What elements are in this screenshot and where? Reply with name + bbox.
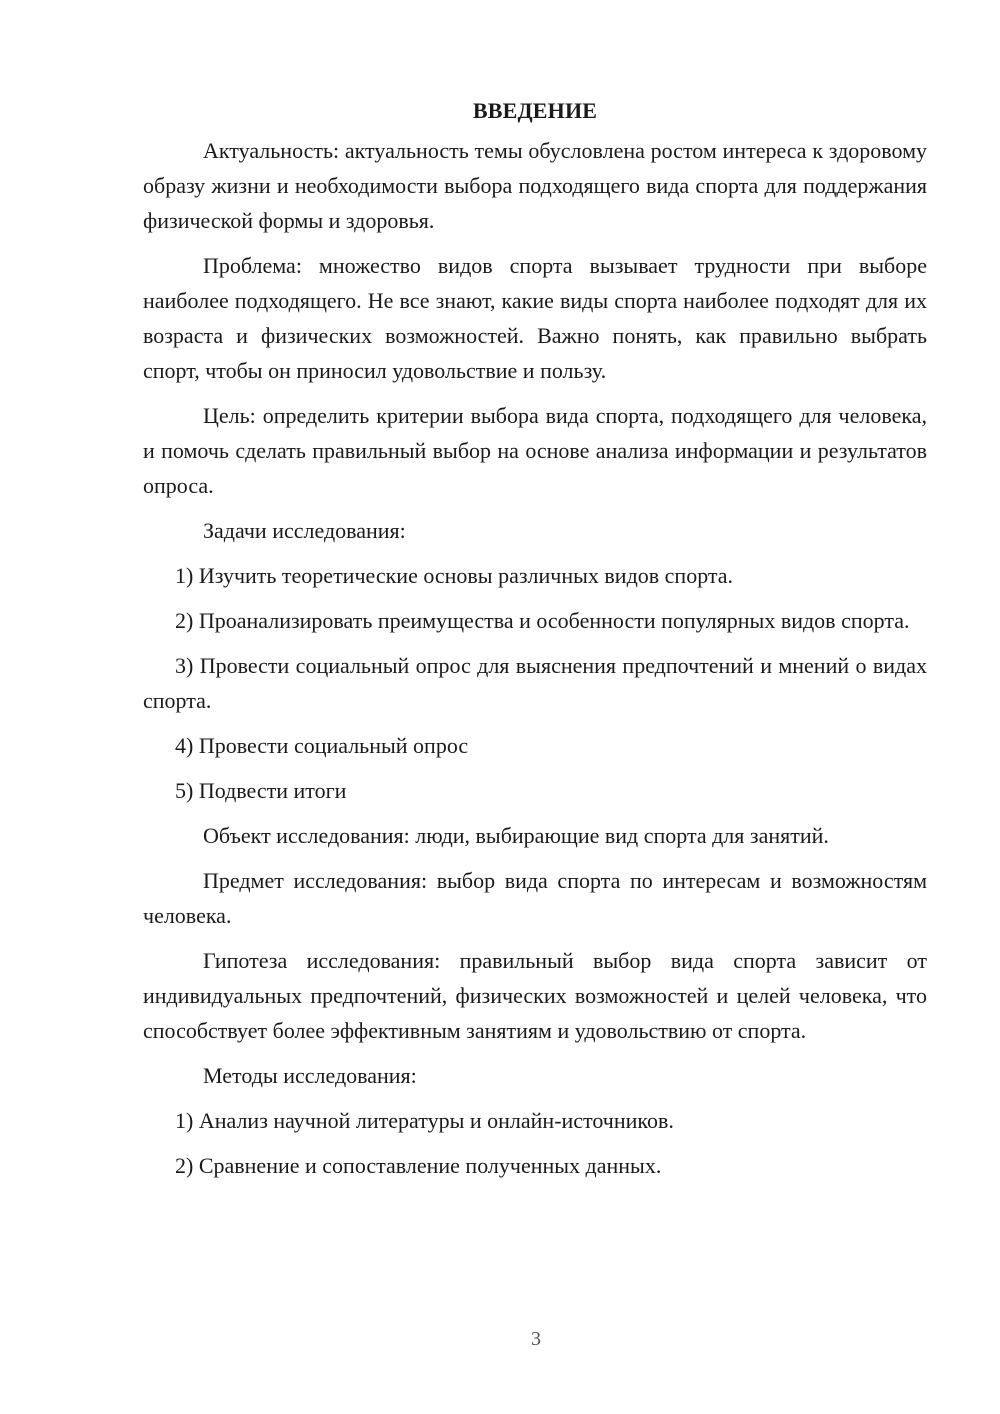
goal-paragraph: Цель: определить критерии выбора вида спорта, подходящего для человека, и помочь сделать правильный выбор на основе анализа информации и результатов опроса. (143, 403, 927, 498)
object-paragraph: Объект исследования: люди, выбирающие вид спорта для занятий. (203, 823, 829, 848)
subject-paragraph: Предмет исследования: выбор вида спорта по интересам и возможностям человека. (143, 868, 927, 928)
method-item: 2) Сравнение и сопоставление полученных данных. (175, 1153, 662, 1178)
page-number: 3 (531, 1328, 541, 1350)
hypothesis-paragraph: Гипотеза исследования: правильный выбор вида спорта зависит от индивидуальных предпочтений, физических возможностей и целей человека, что способствует более эффективным занятиям и удовольствию от спорта. (143, 948, 927, 1043)
task-item: 3) Провести социальный опрос для выяснения предпочтений и мнений о видах спорта. (143, 653, 927, 713)
method-item: 1) Анализ научной литературы и онлайн-источников. (175, 1108, 674, 1133)
task-item: 2) Проанализировать преимущества и особенности популярных видов спорта. (175, 608, 910, 633)
task-item: 5) Подвести итоги (175, 778, 347, 803)
tasks-heading: Задачи исследования: (203, 518, 406, 543)
methods-heading: Методы исследования: (203, 1063, 417, 1088)
problem-paragraph: Проблема: множество видов спорта вызывает трудности при выборе наиболее подходящего. Не все знают, какие виды спорта наиболее подходят для их возраста и физических возможностей. Важно понять, как правильно выбрать спорт, чтобы он приносил удовольствие и пользу. (143, 253, 927, 383)
document-body (143, 93, 927, 1193)
section-title: ВВЕДЕНИЕ (472, 98, 598, 123)
task-item: 1) Изучить теоретические основы различных видов спорта. (175, 563, 734, 588)
task-item: 4) Провести социальный опрос (175, 733, 469, 758)
relevance-paragraph: Актуальность: актуальность темы обусловлена ростом интереса к здоровому образу жизни и необходимости выбора подходящего вида спорта для поддержания физической формы и здоровья. (143, 138, 927, 233)
